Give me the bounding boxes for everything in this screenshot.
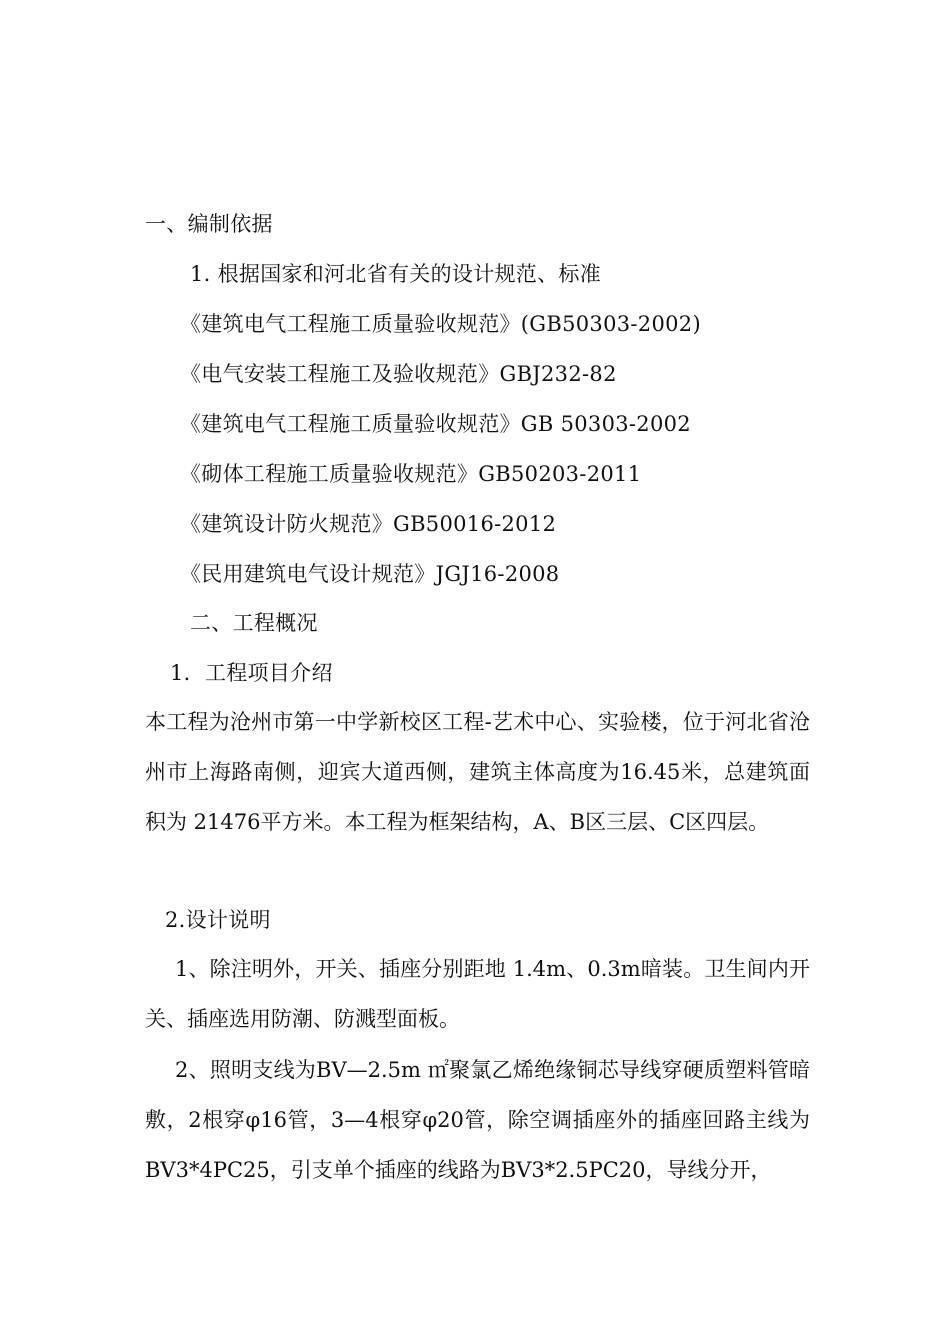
- standard-item: 《建筑电气工程施工质量验收规范》(GB50303-2002): [180, 312, 701, 336]
- subheading-design-notes: 2.设计说明: [165, 908, 271, 932]
- design-note-2: 2、照明支线为BV—2.5m ㎡聚氯乙烯绝缘铜芯导线穿硬质塑料管暗敷，2根穿φ16管，3—4根穿φ20管，除空调插座外的插座回路主线为BV3*4PC25，引支单个插座的线路为BV3*2.5PC20，导线分开，: [145, 1058, 810, 1182]
- standard-item: 《电气安装工程施工及验收规范》GBJ232-82: [180, 362, 617, 386]
- section-heading-overview: 二、工程概况: [190, 611, 318, 635]
- standard-item: 《砌体工程施工质量验收规范》GB50203-2011: [180, 462, 642, 486]
- basis-item-1: 1. 根据国家和河北省有关的设计规范、标准: [190, 262, 602, 286]
- design-note-1: 1、除注明外，开关、插座分别距地 1.4m、0.3m暗装。卫生间内开关、插座选用防潮、防溅型面板。: [145, 957, 810, 1031]
- section-heading-basis: 一、编制依据: [145, 212, 273, 236]
- subheading-project-intro: 1．工程项目介绍: [170, 661, 333, 685]
- standard-item: 《建筑电气工程施工质量验收规范》GB 50303-2002: [180, 412, 691, 436]
- project-intro-paragraph: 本工程为沧州市第一中学新校区工程-艺术中心、实验楼，位于河北省沧州市上海路南侧，迎宾大道西侧，建筑主体高度为16.45米，总建筑面积为 21476平方米。本工程为框架结构，A、B区三层、C区四层。: [145, 710, 810, 834]
- standard-item: 《建筑设计防火规范》GB50016-2012: [180, 512, 557, 536]
- standard-item: 《民用建筑电气设计规范》JGJ16-2008: [180, 562, 560, 586]
